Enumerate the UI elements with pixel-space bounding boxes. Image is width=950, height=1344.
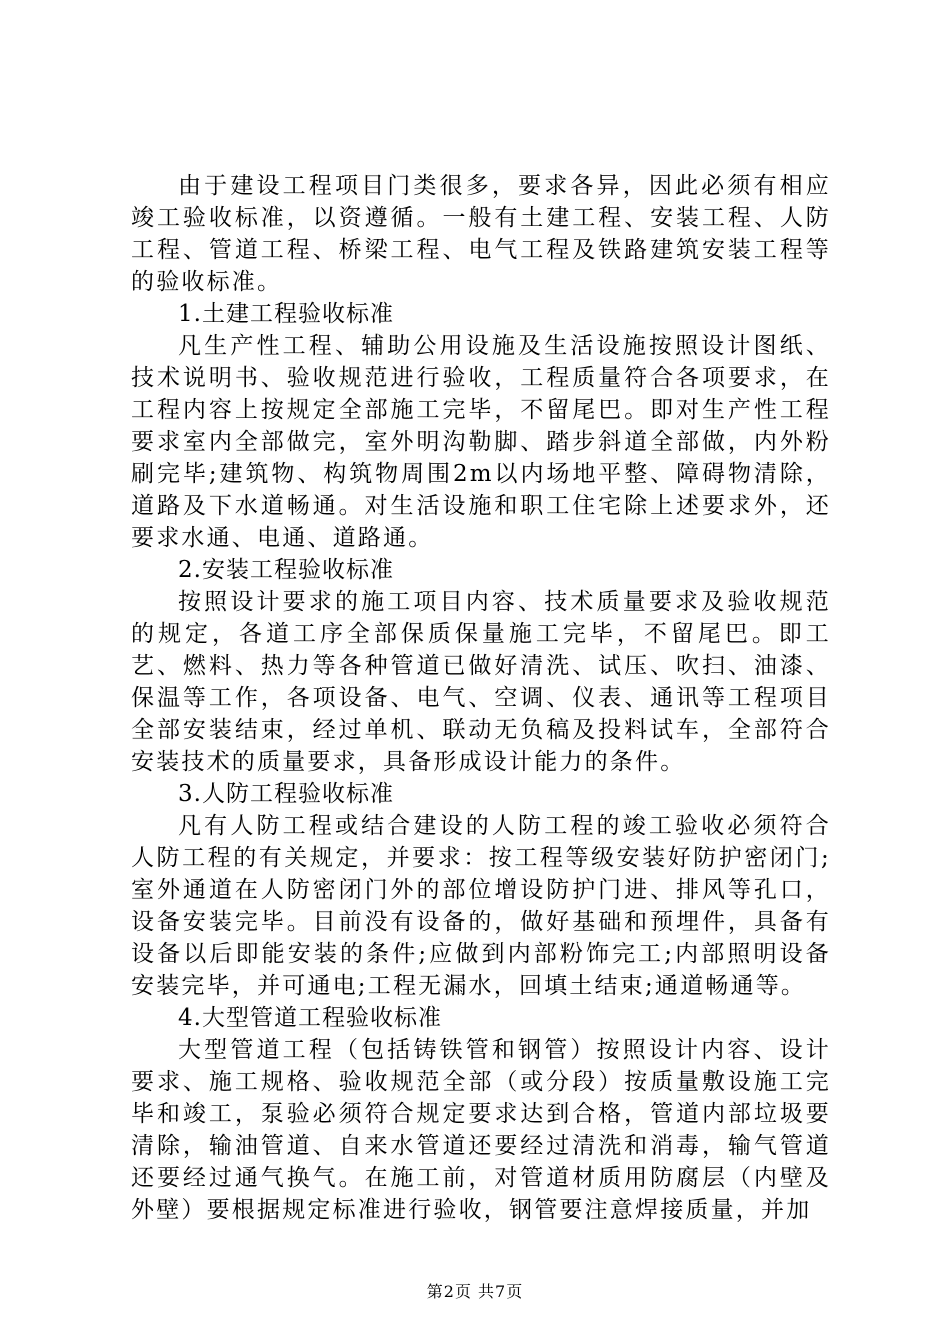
paragraph-civil-defense-works: 凡有人防工程或结合建设的人防工程的竣工验收必须符合人防工程的有关规定，并要求：按工程等级安装好防护密闭门;室外通道在人防密闭门外的部位增设防护门进、排风等孔口，设备安装完毕。目前没有设备的，做好基础和预埋件，具备有设备以后即能安装的条件;应做到内部粉饰完工;内部照明设备安装完毕，并可通电;工程无漏水，回填土结束;通道畅通等。 [131,813,831,999]
paragraph-intro: 由于建设工程项目门类很多，要求各异，因此必须有相应竣工验收标准，以资遵循。一般有土建工程、安装工程、人防工程、管道工程、桥梁工程、电气工程及铁路建筑安装工程等的验收标准。 [131,173,831,295]
document-body [131,170,831,1226]
paragraph-civil-works: 凡生产性工程、辅助公用设施及生活设施按照设计图纸、技术说明书、验收规范进行验收，工程质量符合各项要求，在工程内容上按规定全部施工完毕，不留尾巴。即对生产性工程要求室内全部做完，室外明沟勒脚、踏步斜道全部做，内外粉刷完毕;建筑物、构筑物周围2m以内场地平整、障碍物清除，道路及下水道畅通。对生活设施和职工住宅除上述要求外，还要求水通、电通、道路通。 [131,333,831,551]
heading-civil-defense-works: 3.人防工程验收标准 [178,781,394,807]
heading-installation-works: 2.安装工程验收标准 [178,557,394,583]
heading-civil-works: 1.土建工程验收标准 [178,301,394,327]
paragraph-pipeline-works: 大型管道工程（包括铸铁管和钢管）按照设计内容、设计要求、施工规格、验收规范全部（或分段）按质量敷设施工完毕和竣工，泵验必须符合规定要求达到合格，管道内部垃圾要清除，输油管道、自来水管道还要经过清洗和消毒，输气管道还要经过通气换气。在施工前，对管道材质用防腐层（内壁及外壁）要根据规定标准进行验收，钢管要注意焊接质量，并加 [131,1037,831,1223]
heading-pipeline-works: 4.大型管道工程验收标准 [178,1005,442,1031]
paragraph-installation-works: 按照设计要求的施工项目内容、技术质量要求及验收规范的规定，各道工序全部保质保量施工完毕，不留尾巴。即工艺、燃料、热力等各种管道已做好清洗、试压、吹扫、油漆、保温等工作，各项设备、电气、空调、仪表、通讯等工程项目全部安装结束，经过单机、联动无负稿及投料试车，全部符合安装技术的质量要求，具备形成设计能力的条件。 [131,589,831,775]
page-number-footer: 第2页 共7页 [426,1282,524,1301]
